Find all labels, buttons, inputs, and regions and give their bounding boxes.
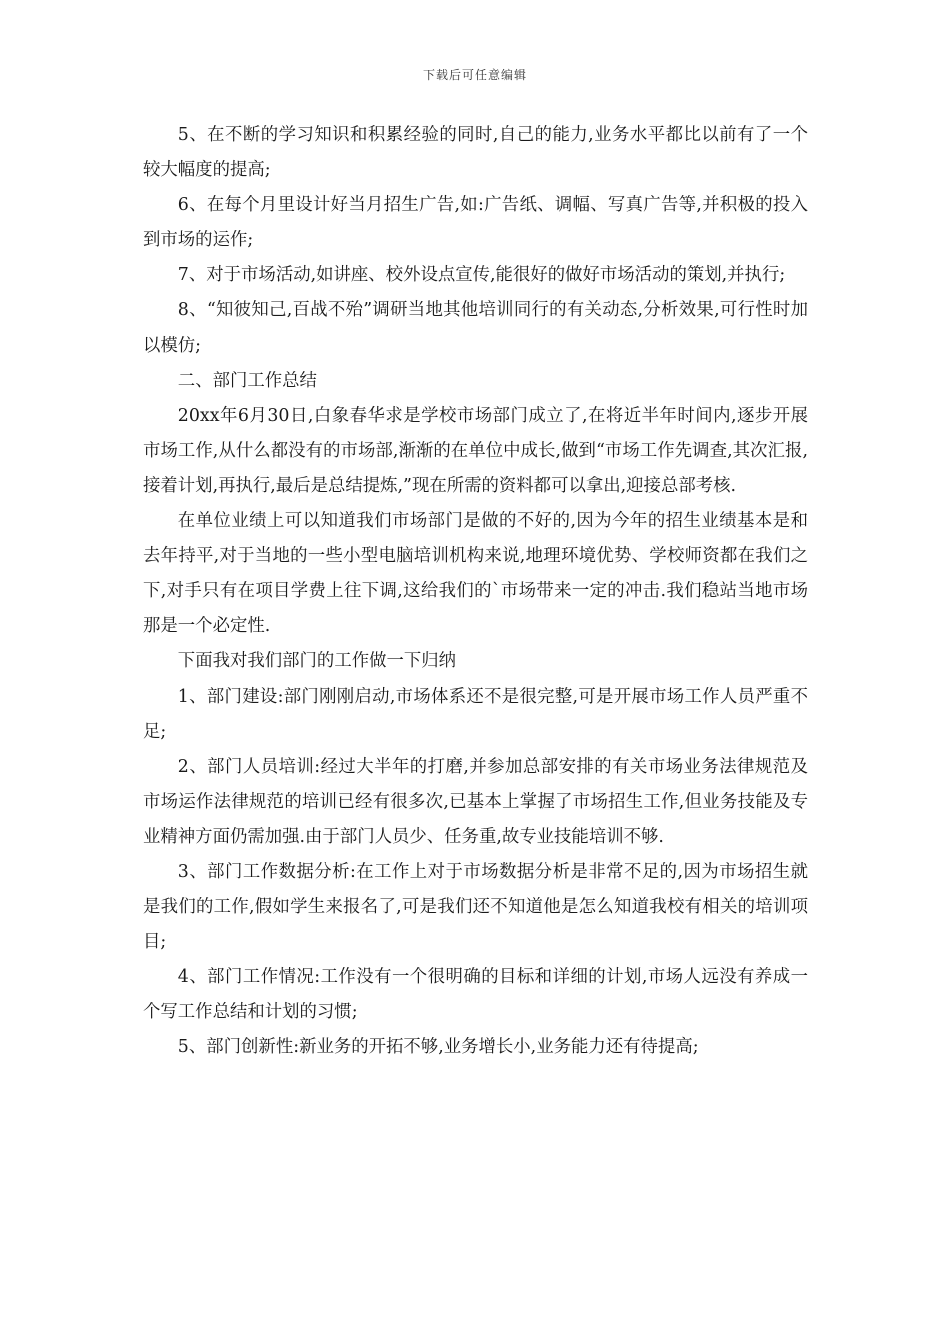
paragraph-item-6-advertising: 6、在每个月里设计好当月招生广告,如:广告纸、调幅、写真广告等,并积极的投入到市场的运作; bbox=[143, 195, 808, 251]
paragraph-performance: 在单位业绩上可以知道我们市场部门是做的不好的,因为今年的招生业绩基本是和去年持平,对于当地的一些小型电脑培训机构来说,地理环境优势、学校师资都在我们之下,对手只有在项目学费上往下调,这给我们的`市场带来一定的冲击.我们稳站当地市场那是一个必定性. bbox=[143, 511, 808, 637]
paragraph-summary-intro: 下面我对我们部门的工作做一下归纳 bbox=[177, 651, 457, 672]
document-body bbox=[143, 118, 808, 1066]
paragraph-item-5-ability: 5、在不断的学习知识和积累经验的同时,自己的能力,业务水平都比以前有了一个较大幅度的提高; bbox=[143, 125, 808, 181]
paragraph-item-7-market-activities: 7、对于市场活动,如讲座、校外设点宣传,能很好的做好市场活动的策划,并执行; bbox=[177, 265, 786, 286]
paragraph-item-8-research: 8、“知彼知己,百战不殆”调研当地其他培训同行的有关动态,分析效果,可行性时加以模仿; bbox=[143, 300, 808, 356]
section-heading-department-summary: 二、部门工作总结 bbox=[177, 370, 317, 391]
paragraph-department-history: 20xx年6月30日,白象春华求是学校市场部门成立了,在将近半年时间内,逐步开展市场工作,从什么都没有的市场部,渐渐的在单位中成长,做到“市场工作先调查,其次汇报,接着计划,再执行,最后是总结提炼,”现在所需的资料都可以拿出,迎接总部考核. bbox=[143, 405, 808, 496]
paragraph-item-5-innovation: 5、部门创新性:新业务的开拓不够,业务增长小,业务能力还有待提高; bbox=[177, 1037, 699, 1058]
paragraph-item-3-data-analysis: 3、部门工作数据分析:在工作上对于市场数据分析是非常不足的,因为市场招生就是我们的工作,假如学生来报名了,可是我们还不知道他是怎么知道我校有相关的培训项目; bbox=[143, 861, 808, 953]
paragraph-item-2-training: 2、部门人员培训:经过大半年的打磨,并参加总部安排的有关市场业务法律规范及市场运作法律规范的培训已经有很多次,已基本上掌握了市场招生工作,但业务技能及专业精神方面仍需加强.由于部门人员少、任务重,故专业技能培训不够. bbox=[143, 756, 808, 847]
paragraph-item-1-construction: 1、部门建设:部门刚刚启动,市场体系还不是很完整,可是开展市场工作人员严重不足; bbox=[143, 686, 808, 742]
page-header-watermark: 下载后可任意编辑 bbox=[422, 68, 527, 82]
paragraph-item-4-work-status: 4、部门工作情况:工作没有一个很明确的目标和详细的计划,市场人远没有养成一个写工作总结和计划的习惯; bbox=[143, 967, 808, 1023]
